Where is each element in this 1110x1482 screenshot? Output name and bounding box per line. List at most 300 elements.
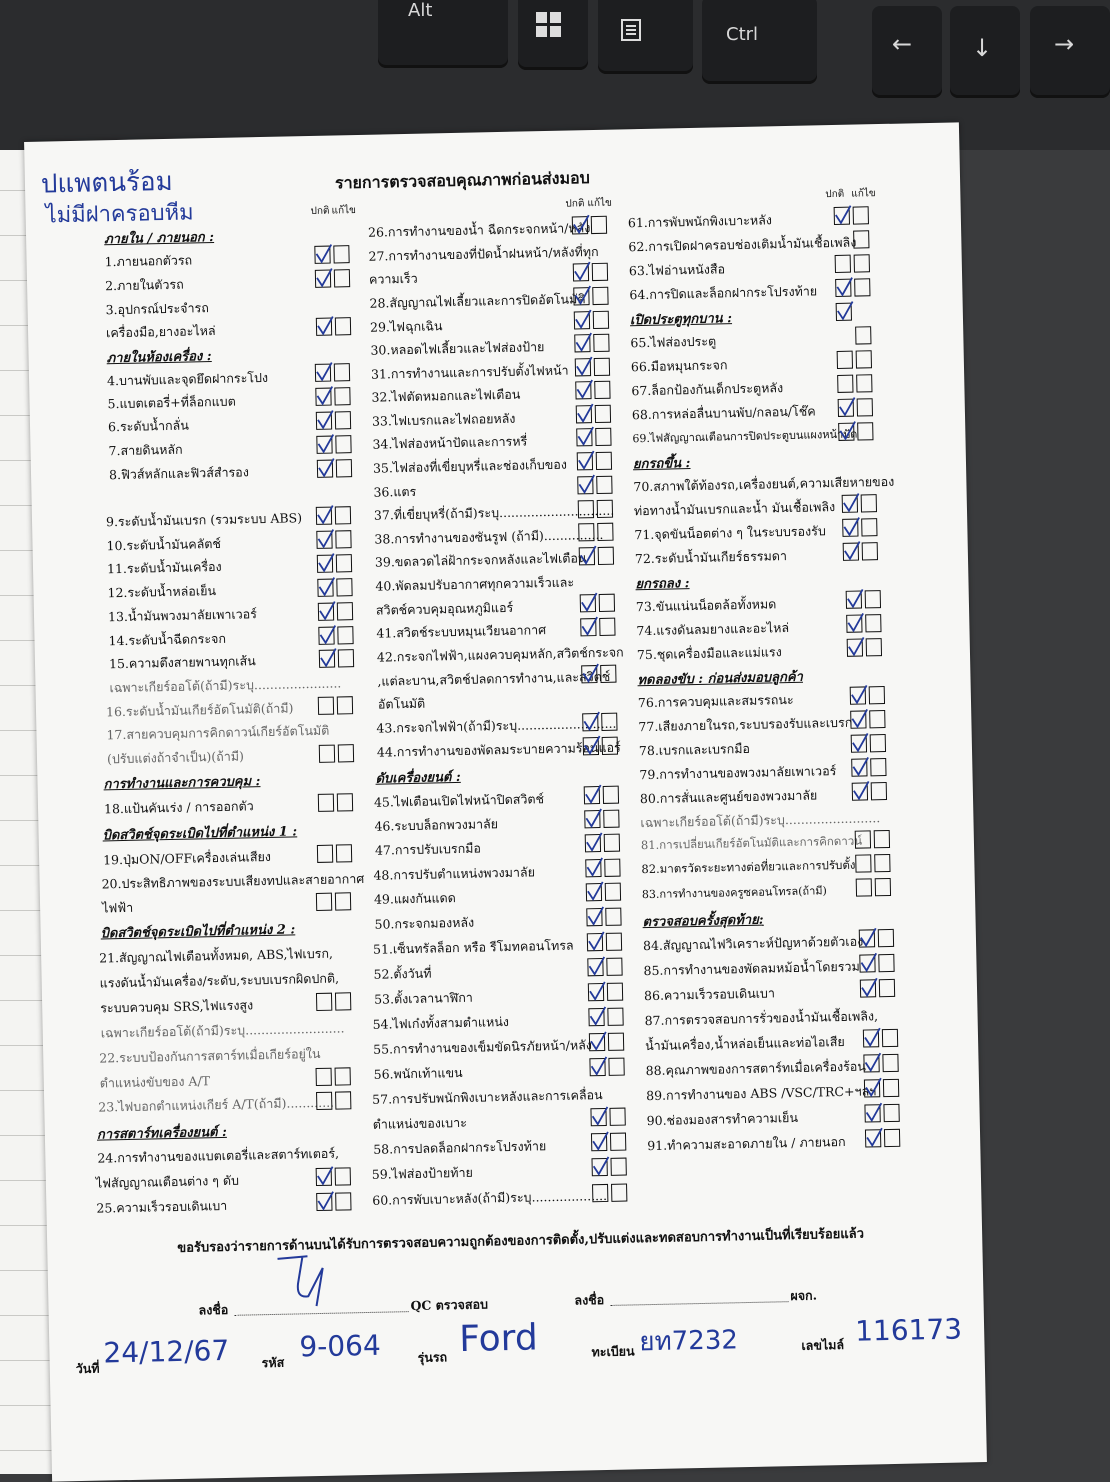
checkbox-27[interactable] — [573, 263, 609, 284]
item-48: 48.การปรับตำแหน่งพวงมาลัย — [373, 864, 536, 883]
check-mark-icon — [852, 780, 870, 802]
section-interior-exterior: ภายใน / ภายนอก : — [103, 229, 215, 248]
check-mark-icon — [851, 732, 869, 754]
item-70b: ท่อทางน้ำมันเบรกและน้ำ มันเชื้อเพลิง — [633, 499, 836, 519]
checkbox-66[interactable] — [837, 350, 873, 371]
item-80: 80.การสั่นและศูนย์ของพวงมาลัย — [639, 787, 818, 807]
item-42b: ,แต่ละบาน,สวิตช์ปลดการทำงาน,และสวิตช์ — [377, 668, 611, 689]
item-77: 77.เสียงภายในรถ,ระบบรองรับและเบรก — [638, 714, 853, 735]
check-mark-icon — [580, 592, 598, 614]
checkbox-64b[interactable] — [836, 302, 872, 323]
check-mark-icon — [577, 474, 595, 496]
checkbox-10[interactable] — [316, 530, 352, 551]
item-73: 73.ขันแน่นน็อตล้อทั้งหมด — [635, 596, 777, 615]
check-mark-icon — [318, 625, 336, 647]
checkbox-63[interactable] — [835, 254, 871, 275]
item-40a: 40.พัดลมปรับอากาศทุกความเร็วและ — [375, 574, 575, 594]
item-42a: 42.กระจกไฟฟ้า,แผงควบคุมหลัก,สวิตช์กระจก — [376, 644, 624, 665]
item-40b: สวิตช์ควบคุมอุณหภูมิแอร์ — [375, 599, 514, 618]
check-mark-icon — [846, 612, 864, 634]
checkbox-59[interactable] — [591, 1158, 627, 1179]
checkbox-39[interactable] — [579, 547, 615, 568]
checkbox-85[interactable] — [859, 954, 895, 975]
check-mark-icon — [586, 881, 604, 903]
item-75: 75.ชุดเครื่องมือและแม่แรง — [636, 644, 782, 663]
check-mark-icon — [576, 403, 594, 425]
sign-label-qc: ลงชื่อ — [198, 1301, 229, 1318]
check-mark-icon — [838, 421, 856, 443]
item-35: 35.ไฟส่องที่เขี่ยบุหรี่และช่องเก็บของ — [372, 456, 568, 476]
item-9: 9.ระดับน้ำมันเบรก (รวมระบบ ABS) — [105, 510, 303, 530]
item-17b: (ปรับแต่งถ้าจำเป็น)(ถ้ามี) — [106, 748, 245, 767]
checkbox-47[interactable] — [585, 834, 621, 855]
handwritten-note-line1: ปแพตนร้อม — [40, 166, 174, 200]
model-value[interactable]: Ford — [458, 1317, 539, 1361]
checkbox-11[interactable] — [317, 554, 353, 575]
auto-note-1: เฉพาะเกียร์ออโต้(ถ้ามี)ระบุ...................... — [109, 675, 342, 696]
item-24b: ไฟสัญญาณเตือนต่าง ๆ ดับ — [95, 1172, 240, 1191]
signature-scribble — [267, 1248, 338, 1309]
item-29: 29.ไฟฉุกเฉิน — [369, 318, 443, 335]
item-85: 85.การทำงานของพัดลมหม้อน้ำโดยรวม — [643, 958, 860, 979]
key-right: → — [1030, 6, 1110, 98]
section-final-check: ตรวจสอบครั้งสุดท้าย: — [642, 912, 764, 931]
item-31: 31.การทำงานและการปรับตั้งไฟหน้า — [370, 362, 569, 382]
checkbox-5[interactable] — [315, 387, 351, 408]
item-7: 7.สายดินหลัก — [108, 441, 183, 459]
item-49: 49.แผงกันแดด — [373, 890, 456, 907]
item-33: 33.ไฟเบรกและไฟถอยหลัง — [371, 410, 516, 429]
check-mark-icon — [316, 315, 334, 337]
checkbox-77[interactable] — [850, 710, 886, 731]
item-44: 44.การทำงานของพัดลมระบายความร้อนแอร์ — [376, 739, 621, 760]
model-label: รุ่นรถ — [417, 1349, 448, 1365]
checkbox-46[interactable] — [584, 810, 620, 831]
checkbox-83[interactable] — [856, 878, 892, 899]
item-60: 60.การพับเบาะหลัง(ถ้ามี)ระบุ................... — [372, 1187, 608, 1208]
checkbox-81[interactable] — [855, 830, 891, 851]
checkbox-90[interactable] — [864, 1104, 900, 1125]
item-61: 61.การพับพนักพิงเบาะหลัง — [627, 212, 773, 231]
item-12: 12.ระดับน้ำหล่อเย็น — [107, 583, 217, 601]
checkbox-26[interactable] — [572, 216, 608, 237]
item-6: 6.ระดับน้ำกลั่น — [107, 417, 189, 435]
item-4: 4.บานพับและจุดยึดฝากระโปง — [106, 369, 269, 389]
mileage-value[interactable]: 116173 — [854, 1312, 963, 1348]
section-open-doors: เปิดประตูทุกบาน : — [629, 311, 733, 329]
check-mark-icon — [574, 309, 592, 331]
check-mark-icon — [319, 648, 337, 670]
checkbox-64[interactable] — [835, 278, 871, 299]
item-38: 38.การทำงานของซันรูฟ (ถ้ามี)............... — [374, 526, 604, 547]
manager-sign-line[interactable] — [611, 1300, 789, 1306]
item-25: 25.ความเร็วรอบเดินเบา — [96, 1197, 228, 1216]
checkbox-41[interactable] — [580, 618, 616, 639]
col3-header-fix: แก้ไข — [851, 188, 876, 200]
check-mark-icon — [846, 588, 864, 610]
checkbox-67[interactable] — [837, 374, 873, 395]
checkbox-24[interactable] — [316, 1167, 352, 1188]
item-79: 79.การทำงานของพวงมาลัยเพาเวอร์ — [639, 763, 837, 783]
check-mark-icon — [838, 397, 856, 419]
checkbox-21[interactable] — [316, 992, 352, 1013]
checkbox-14[interactable] — [318, 626, 354, 647]
plate-label: ทะเบียน — [591, 1343, 635, 1360]
checkbox-58[interactable] — [591, 1133, 627, 1154]
checkbox-25[interactable] — [316, 1192, 352, 1213]
item-15: 15.ความตึงสายพานทุกเส้น — [108, 653, 256, 672]
check-mark-icon — [584, 784, 602, 806]
checkbox-43[interactable] — [582, 713, 618, 734]
item-54: 54.ไฟเก๋งทั้งสามตำแหน่ง — [372, 1013, 510, 1032]
section-lift-down: ยกรถลง : — [635, 576, 690, 593]
checkbox-7[interactable] — [316, 435, 352, 456]
item-90: 90.ช่องมองสารทำความเย็น — [646, 1109, 799, 1129]
check-mark-icon — [859, 927, 877, 949]
item-71: 71.จุดขันน็อตต่าง ๆ ในระบบรองรับ — [634, 523, 826, 543]
item-21a: 21.สัญญาณไฟเตือนทั้งหมด, ABS,ไฟเบรก, — [99, 945, 334, 966]
item-72: 72.ระดับน้ำมันเกียร์ธรรมดา — [634, 548, 788, 567]
item-19: 19.ปุ่มON/OFFเครื่องเล่นเสียง — [102, 848, 272, 868]
item-68: 68.การหล่อลื่นบานพับ/กลอน/โช๊ค — [631, 403, 816, 423]
check-mark-icon — [588, 1006, 606, 1028]
check-mark-icon — [317, 553, 335, 575]
checkbox-54[interactable] — [588, 1008, 624, 1029]
check-mark-icon — [834, 205, 852, 227]
checkbox-2[interactable] — [315, 269, 351, 290]
item-64: 64.การปิดและล็อกฝากระโปรงท้าย — [629, 283, 818, 303]
checkbox-15[interactable] — [319, 649, 355, 670]
item-14: 14.ระดับน้ำฉีดกระจก — [108, 630, 227, 649]
item-18: 18.แป้นคันเร่ง / การออกตัว — [103, 798, 254, 817]
check-mark-icon — [864, 1077, 882, 1099]
checkbox-12[interactable] — [317, 578, 353, 599]
check-mark-icon — [314, 244, 332, 266]
checkbox-87[interactable] — [863, 1029, 899, 1050]
key-left: ← — [872, 6, 942, 98]
check-mark-icon — [851, 756, 869, 778]
check-mark-icon — [582, 711, 600, 733]
check-mark-icon — [843, 541, 861, 563]
checkbox-8[interactable] — [317, 459, 353, 480]
checkbox-50[interactable] — [586, 908, 622, 929]
check-mark-icon — [316, 1191, 334, 1213]
checkbox-71[interactable] — [842, 518, 878, 539]
item-57b: ตำแหน่งของเบาะ — [372, 1114, 468, 1132]
item-16: 16.ระดับน้ำมันเกียร์อัตโนมัติ(ถ้ามี) — [105, 700, 294, 720]
item-46: 46.ระบบล็อกพวงมาลัย — [374, 816, 499, 834]
check-mark-icon — [585, 832, 603, 854]
checkbox-61[interactable] — [834, 206, 870, 227]
sign-label-manager: ลงชื่อ — [574, 1292, 605, 1308]
check-mark-icon — [579, 545, 597, 567]
item-2: 2.ภายในตัวรถ — [104, 276, 184, 294]
item-5: 5.แบตเตอรี่+ที่ล็อกแบต — [107, 393, 236, 412]
checkbox-13[interactable] — [318, 602, 354, 623]
item-74: 74.แรงดันลมยางและอะไหล่ — [636, 620, 790, 639]
checkbox-80[interactable] — [852, 782, 888, 803]
check-mark-icon — [863, 1052, 881, 1074]
item-66: 66.มือหมุนกระจก — [630, 357, 728, 375]
check-mark-icon — [589, 1031, 607, 1053]
check-mark-icon — [864, 1102, 882, 1124]
checkbox-74[interactable] — [846, 614, 882, 635]
checkbox-78[interactable] — [851, 734, 887, 755]
item-23: 23.ไฟบอกตำแหน่งเกียร์ A/T(ถ้ามี)............ — [98, 1094, 335, 1115]
code-label: รหัส — [261, 1354, 285, 1371]
checkbox-65[interactable] — [836, 326, 872, 347]
item-26: 26.การทำงานของน้ำ ฉีดกระจกหน้า/หลัง — [367, 220, 591, 240]
item-86: 86.ความเร็วรอบเดินเบา — [643, 985, 776, 1004]
plate-value[interactable]: ยท7232 — [639, 1325, 739, 1358]
checkbox-19[interactable] — [317, 844, 353, 865]
item-57a: 57.การปรับพนักพิงเบาะหลังและการเคลื่อน — [372, 1087, 603, 1107]
item-32: 32.ไฟตัดหมอกและไฟเตือน — [371, 386, 521, 405]
item-20a: 20.ประสิทธิภาพของระบบเสียงทปและสายอากาศ — [101, 870, 365, 892]
checkbox-33[interactable] — [576, 405, 612, 426]
item-63: 63.ไฟอ่านหนังสือ — [628, 261, 726, 279]
checkbox-16[interactable] — [318, 696, 354, 717]
handwritten-note-line2: ไม่มีฝาครอบหีม — [45, 200, 194, 229]
checkbox-29[interactable] — [574, 311, 610, 332]
checkbox-36[interactable] — [577, 476, 613, 497]
checkbox-55[interactable] — [589, 1033, 625, 1054]
col1-header-ok: ปกติ — [310, 205, 330, 217]
col1-header-fix: แก้ไข — [331, 205, 357, 217]
item-36: 36.แตร — [373, 483, 417, 500]
checkbox-20[interactable] — [316, 892, 352, 913]
item-47: 47.การปรับเบรกมือ — [374, 840, 482, 858]
checkbox-70[interactable] — [842, 494, 878, 515]
mileage-label: เลขไมล์ — [801, 1337, 845, 1353]
checkbox-32[interactable] — [575, 381, 611, 402]
col2-header-fix: แก้ไข — [587, 197, 612, 210]
check-mark-icon — [587, 956, 605, 978]
checkbox-40[interactable] — [580, 594, 616, 615]
checkbox-37[interactable] — [578, 500, 614, 521]
checkbox-38[interactable] — [578, 523, 614, 544]
section-lift-up: ยกรถขึ้น : — [632, 456, 691, 473]
item-43: 43.กระจกไฟฟ้า(ถ้ามี)ระบุ......................... — [376, 715, 617, 736]
checkbox-3[interactable] — [316, 317, 352, 338]
item-81: 81.การเปลี่ยนเกียร์อัตโนมัติและการคิกดาวน์ — [640, 833, 863, 853]
checkbox-86[interactable] — [860, 979, 896, 1000]
checkbox-88[interactable] — [863, 1054, 899, 1075]
item-55: 55.การทำงานของเข็มขัดนิรภัยหน้า/หลัง — [372, 1037, 593, 1057]
check-mark-icon — [315, 268, 333, 290]
item-78: 78.เบรกและเบรกมือ — [638, 740, 751, 759]
checkbox-79[interactable] — [851, 758, 887, 779]
date-value[interactable]: 24/12/67 — [103, 1333, 230, 1370]
item-11: 11.ระดับน้ำมันเครื่อง — [106, 558, 222, 577]
checkbox-48[interactable] — [585, 859, 621, 880]
key-windows — [518, 0, 588, 70]
checkbox-28[interactable] — [573, 287, 609, 308]
section-ignition-2: บิดสวิตช์จุดระเบิดไปที่ตำแหน่ง 2 : — [100, 922, 296, 942]
check-mark-icon — [575, 379, 593, 401]
item-3b: เครื่องมือ,ยางอะไหล่ — [105, 322, 216, 341]
checkbox-1[interactable] — [314, 245, 350, 266]
checkbox-57[interactable] — [590, 1108, 626, 1129]
checkbox-60[interactable] — [592, 1184, 628, 1205]
item-39: 39.ขดลวดไล่ฝ้ากระจกหลังและไฟเตือน — [374, 550, 587, 570]
section-engine-off: ดับเครื่องยนต์ : — [375, 769, 461, 787]
item-21b: แรงดันน้ำมันเครื่อง/ระดับ,ระบบเบรกผิดปกติ, — [99, 970, 340, 991]
key-menu — [598, 0, 693, 74]
checkbox-82[interactable] — [855, 854, 891, 875]
item-45: 45.ไฟเตือนเปิดไฟหน้าปิดสวิตช์ — [373, 791, 545, 810]
check-mark-icon — [835, 277, 853, 299]
checkbox-52[interactable] — [587, 958, 623, 979]
checkbox-30[interactable] — [574, 334, 610, 355]
checkbox-44[interactable] — [583, 737, 619, 758]
checkbox-22[interactable] — [316, 1067, 352, 1088]
check-mark-icon — [315, 386, 333, 408]
qc-sign-line[interactable] — [235, 1310, 409, 1316]
checkbox-17[interactable] — [319, 744, 355, 765]
check-mark-icon — [591, 1156, 609, 1178]
checkbox-53[interactable] — [588, 983, 624, 1004]
checkbox-49[interactable] — [586, 883, 622, 904]
item-22a: 22.ระบบป้องกันการสตาร์ทเมื่อเกียร์อยู่ใน — [99, 1045, 321, 1066]
col2-header-ok: ปกติ — [565, 198, 585, 210]
checkbox-23[interactable] — [316, 1091, 352, 1112]
check-mark-icon — [589, 1056, 607, 1078]
key-down: ↓ — [950, 6, 1020, 98]
check-mark-icon — [586, 906, 604, 928]
item-59: 59.ไฟส่องป้ายท้าย — [371, 1164, 474, 1182]
section-engine-room: ภายในห้องเครื่อง : — [106, 349, 212, 367]
check-mark-icon — [585, 857, 603, 879]
item-42c: อัตโนมัติ — [377, 695, 426, 712]
check-mark-icon — [842, 517, 860, 539]
check-mark-icon — [573, 261, 591, 283]
item-70a: 70.สภาพใต้ท้องรถ,เครื่องยนต์,ความเสียหายของ — [633, 473, 895, 495]
checkbox-69[interactable] — [838, 422, 874, 443]
item-10: 10.ระดับน้ำมันคลัตช์ — [106, 535, 222, 554]
check-mark-icon — [574, 332, 592, 354]
check-mark-icon — [575, 356, 593, 378]
check-mark-icon — [860, 977, 878, 999]
checkbox-34[interactable] — [576, 428, 612, 449]
checkbox-42[interactable] — [581, 665, 617, 686]
checkbox-89[interactable] — [864, 1079, 900, 1100]
item-53: 53.ตั้งเวลานาฬิกา — [373, 989, 474, 1007]
check-mark-icon — [572, 214, 590, 236]
check-mark-icon — [847, 636, 865, 658]
checkbox-45[interactable] — [584, 786, 620, 807]
checkbox-73[interactable] — [846, 590, 882, 611]
item-89: 89.การทำงานของ ABS /VSC/TRC+ฯลฯ — [646, 1083, 877, 1104]
item-21c: ระบบควบคุม SRS,ไฟแรงสูง — [100, 997, 254, 1016]
item-56: 56.พนักเท้าแขน — [373, 1064, 463, 1082]
item-82: 82.มาตรวัดระยะทางต่อที่ยวและการปรับตั้ง — [641, 857, 856, 877]
check-mark-icon — [583, 735, 601, 757]
item-91: 91.ทำความสะอาดภายใน / ภายนอก — [647, 1133, 846, 1154]
checkbox-18[interactable] — [318, 793, 354, 814]
check-mark-icon — [842, 493, 860, 515]
date-label: วันที่ — [75, 1360, 100, 1377]
check-mark-icon — [836, 301, 854, 323]
checkbox-76[interactable] — [850, 686, 886, 707]
checkbox-91[interactable] — [865, 1129, 901, 1150]
checkbox-68[interactable] — [838, 398, 874, 419]
item-20b: ไฟฟ้า — [101, 899, 134, 916]
item-87b: น้ำมันเครื่อง,น้ำหล่อเย็นและท่อไอเสีย — [644, 1033, 845, 1054]
item-30: 30.หลอดไฟเลี้ยวและไฟส่องป้าย — [370, 339, 545, 358]
item-88: 88.คุณภาพของการสตาร์ทเมื่อเครื่องร้อน — [645, 1058, 867, 1079]
checkbox-9[interactable] — [316, 506, 352, 527]
section-operation-control: การทำงานและการควบคุม : — [103, 774, 261, 793]
checkbox-31[interactable] — [575, 358, 611, 379]
manager-label: ผจก. — [790, 1287, 818, 1304]
item-62: 62.การเปิดฝาครอบช่องเติมน้ำมันเชื้อเพลิง — [628, 234, 857, 255]
check-mark-icon — [316, 410, 334, 432]
key-ctrl: Ctrl — [702, 0, 817, 84]
check-mark-icon — [859, 952, 877, 974]
col3-header-ok: ปกติ — [825, 188, 845, 201]
check-mark-icon — [576, 426, 594, 448]
item-76: 76.การควบคุมและสมรรถนะ — [637, 691, 794, 711]
item-27b: ความเร็ว — [368, 270, 418, 287]
check-mark-icon — [318, 601, 336, 623]
check-mark-icon — [317, 458, 335, 480]
item-8: 8.ฟิวส์หลักและฟิวส์สำรอง — [108, 464, 249, 483]
item-87a: 87.การตรวจสอบการรั่วของน้ำมันเชื้อเพลิง, — [644, 1008, 879, 1029]
check-mark-icon — [590, 1106, 608, 1128]
auto-note-3: เฉพาะเกียร์ออโต้(ถ้ามี)ระบุ........................ — [640, 810, 881, 831]
check-mark-icon — [315, 362, 333, 384]
code-value[interactable]: 9-064 — [299, 1328, 382, 1364]
section-test-drive: ทดลองขับ : ก่อนส่งมอบลูกค้า — [637, 669, 804, 689]
section-ignition-1: บิดสวิตช์จุดระเบิดไปที่ตำแหน่ง 1 : — [102, 824, 298, 844]
checkbox-75[interactable] — [847, 638, 883, 659]
section-engine-start: การสตาร์ทเครื่องยนต์ : — [96, 1124, 227, 1143]
item-37: 37.ที่เขี่ยบุหรี่(ถ้ามี)ระบุ............................. — [373, 502, 615, 523]
item-13: 13.น้ำมันพวงมาลัยเพาเวอร์ — [107, 606, 258, 625]
item-1: 1.ภายนอกตัวรถ — [104, 252, 193, 270]
item-69: 69.ไฟสัญญาณเตือนการปิดประตูบนแผงหน้าปัด — [632, 427, 858, 446]
checkbox-6[interactable] — [316, 411, 352, 432]
qc-label: QC ตรวจสอบ — [410, 1296, 489, 1314]
check-mark-icon — [865, 1127, 883, 1149]
item-22b: ตำแหน่งขับของ A/T — [99, 1073, 211, 1091]
item-58: 58.การปลดล็อกฝากระโปรงท้าย — [373, 1138, 547, 1157]
checklist-paper — [24, 122, 987, 1481]
check-mark-icon — [581, 663, 599, 685]
check-mark-icon — [584, 808, 602, 830]
check-mark-icon — [591, 1131, 609, 1153]
item-52: 52.ตั้งวันที่ — [373, 965, 432, 982]
check-mark-icon — [587, 931, 605, 953]
check-mark-icon — [316, 434, 334, 456]
checkbox-72[interactable] — [843, 542, 879, 563]
certification-statement: ขอรับรองว่ารายการด้านบนได้รับการตรวจสอบความถูกต้องของการติดตั้ง,ปรับแต่งและทดสอบการทำงานเป็นที่เรียบร้อยแล้ว — [177, 1226, 865, 1256]
check-mark-icon — [316, 529, 334, 551]
check-mark-icon — [850, 684, 868, 706]
checkbox-35[interactable] — [577, 452, 613, 473]
key-alt: Alt — [378, 0, 508, 68]
checkbox-51[interactable] — [587, 933, 623, 954]
checkbox-4[interactable] — [315, 363, 351, 384]
check-mark-icon — [316, 505, 334, 527]
check-mark-icon — [850, 708, 868, 730]
checkbox-56[interactable] — [589, 1058, 625, 1079]
item-65: 65.ไฟส่องประตู — [630, 333, 717, 351]
checkbox-62[interactable] — [834, 230, 870, 251]
windows-icon — [536, 12, 562, 38]
checkbox-84[interactable] — [859, 929, 895, 950]
